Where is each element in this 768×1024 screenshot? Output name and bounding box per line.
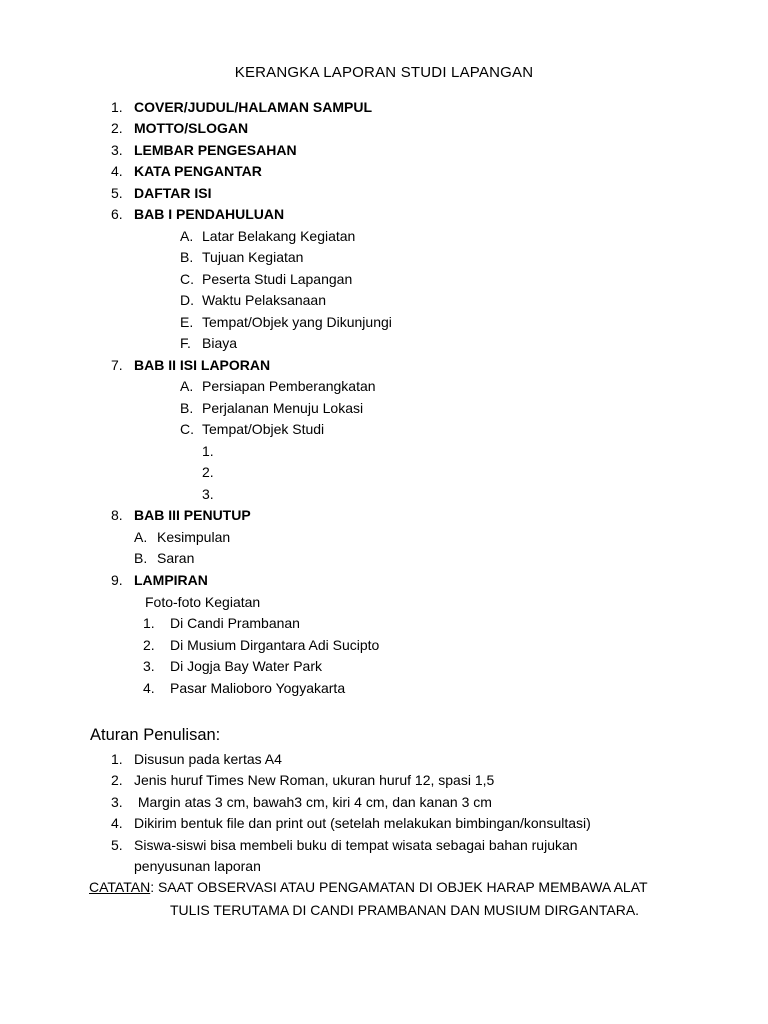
outline-number: 4.: [111, 163, 123, 179]
outline-number: 3.: [111, 142, 123, 158]
sub-text: Tujuan Kegiatan: [202, 249, 304, 265]
sub-text: Biaya: [202, 335, 238, 351]
rule-item: [111, 749, 711, 769]
outline-text: BAB III PENUTUP: [134, 507, 251, 523]
sub-letter: D.: [180, 292, 194, 308]
sub-text: Persiapan Pemberangkatan: [202, 378, 376, 394]
sub-text: Saran: [157, 550, 195, 566]
outline-item: [111, 140, 511, 160]
rule-item: [111, 770, 711, 790]
outline-text: MOTTO/SLOGAN: [134, 120, 249, 136]
outline-number: 6.: [111, 206, 123, 222]
rule-item: [111, 813, 731, 833]
outline-number: 7.: [111, 357, 123, 373]
outline-item: [111, 161, 511, 181]
sub-text: Kesimpulan: [157, 529, 231, 545]
rule-text: Siswa-siswi bisa membeli buku di tempat wisata sebagai bahan rujukan: [134, 837, 578, 853]
sub-letter: A.: [180, 378, 194, 394]
lampiran-item: [143, 613, 543, 633]
rule-number: 5.: [111, 837, 123, 853]
lampiran-text: Di Musium Dirgantara Adi Sucipto: [170, 637, 380, 653]
note-line-1: [89, 877, 648, 897]
outline-text: DAFTAR ISI: [134, 185, 212, 201]
sub-item: [180, 398, 580, 418]
sub-letter: C.: [180, 421, 194, 437]
rule-number: 2.: [111, 772, 123, 788]
rule-number: 3.: [111, 794, 123, 810]
outline-number: 5.: [111, 185, 123, 201]
sub-letter: A.: [134, 529, 148, 545]
rule-text: Dikirim bentuk file dan print out (setelah melakukan bimbingan/konsultasi): [134, 815, 591, 831]
sub-letter: A.: [180, 228, 194, 244]
lampiran-number: 2.: [143, 637, 155, 653]
page-title: KERANGKA LAPORAN STUDI LAPANGAN: [234, 64, 534, 81]
outline-text: KATA PENGANTAR: [134, 163, 262, 179]
rule-number: 4.: [111, 815, 123, 831]
outline-item: [111, 204, 511, 224]
lampiran-label-text: Foto-foto Kegiatan: [145, 594, 261, 610]
outline-item: [111, 355, 511, 375]
sub-sub-number: 2.: [202, 464, 214, 480]
sub-item: [180, 269, 580, 289]
rules-heading: Aturan Penulisan:: [90, 726, 221, 744]
outline-number: 1.: [111, 99, 123, 115]
rule-text: Margin atas 3 cm, bawah3 cm, kiri 4 cm, dan kanan 3 cm: [134, 794, 492, 810]
sub-letter: B.: [134, 550, 148, 566]
sub-text: Latar Belakang Kegiatan: [202, 228, 356, 244]
outline-text: BAB II ISI LAPORAN: [134, 357, 271, 373]
rule-continuation: [134, 856, 534, 876]
sub-item: [180, 419, 580, 439]
sub-sub-item: [202, 441, 262, 461]
lampiran-number: 4.: [143, 680, 155, 696]
sub-item: [134, 527, 434, 547]
lampiran-item: [143, 635, 543, 655]
sub-text: Tempat/Objek Studi: [202, 421, 325, 437]
lampiran-number: 1.: [143, 615, 155, 631]
sub-letter: F.: [180, 335, 191, 351]
sub-sub-item: [202, 484, 262, 504]
sub-letter: E.: [180, 314, 194, 330]
lampiran-text: Di Candi Prambanan: [170, 615, 300, 631]
sub-item: [180, 290, 580, 310]
outline-number: 2.: [111, 120, 123, 136]
outline-item: [111, 570, 511, 590]
sub-text: Peserta Studi Lapangan: [202, 271, 353, 287]
sub-item: [180, 247, 580, 267]
lampiran-text: Di Jogja Bay Water Park: [170, 658, 322, 674]
lampiran-item: [143, 678, 543, 698]
sub-item: [180, 333, 580, 353]
rule-continuation-text: penyusunan laporan: [134, 858, 261, 874]
sub-sub-item: [202, 462, 262, 482]
outline-item: [111, 118, 511, 138]
sub-letter: B.: [180, 249, 194, 265]
sub-item: [180, 376, 580, 396]
note-line-2: TULIS TERUTAMA DI CANDI PRAMBANAN DAN MUSIUM DIRGANTARA.: [170, 902, 640, 918]
sub-item: [180, 312, 580, 332]
outline-text: LEMBAR PENGESAHAN: [134, 142, 297, 158]
sub-text: Perjalanan Menuju Lokasi: [202, 400, 364, 416]
note-label: CATATAN: [89, 879, 151, 895]
sub-text: Waktu Pelaksanaan: [202, 292, 326, 308]
rule-number: 1.: [111, 751, 123, 767]
sub-sub-number: 3.: [202, 486, 214, 502]
sub-item: [180, 226, 580, 246]
outline-text: LAMPIRAN: [134, 572, 208, 588]
sub-letter: B.: [180, 400, 194, 416]
outline-text: BAB I PENDAHULUAN: [134, 206, 285, 222]
lampiran-label: [145, 592, 445, 612]
sub-sub-number: 1.: [202, 443, 214, 459]
rule-text: Disusun pada kertas A4: [134, 751, 282, 767]
outline-item: [111, 505, 511, 525]
outline-number: 8.: [111, 507, 123, 523]
sub-letter: C.: [180, 271, 194, 287]
lampiran-text: Pasar Malioboro Yogyakarta: [170, 680, 346, 696]
sub-item: [134, 548, 434, 568]
note-text: : SAAT OBSERVASI ATAU PENGAMATAN DI OBJEK HARAP MEMBAWA ALAT: [150, 879, 648, 895]
lampiran-number: 3.: [143, 658, 155, 674]
outline-item: [111, 97, 511, 117]
sub-text: Tempat/Objek yang Dikunjungi: [202, 314, 392, 330]
lampiran-item: [143, 656, 543, 676]
rule-item: [111, 792, 711, 812]
rule-item: [111, 835, 731, 855]
outline-text: COVER/JUDUL/HALAMAN SAMPUL: [134, 99, 372, 115]
outline-item: [111, 183, 511, 203]
rule-text: Jenis huruf Times New Roman, ukuran huruf 12, spasi 1,5: [134, 772, 495, 788]
outline-number: 9.: [111, 572, 123, 588]
